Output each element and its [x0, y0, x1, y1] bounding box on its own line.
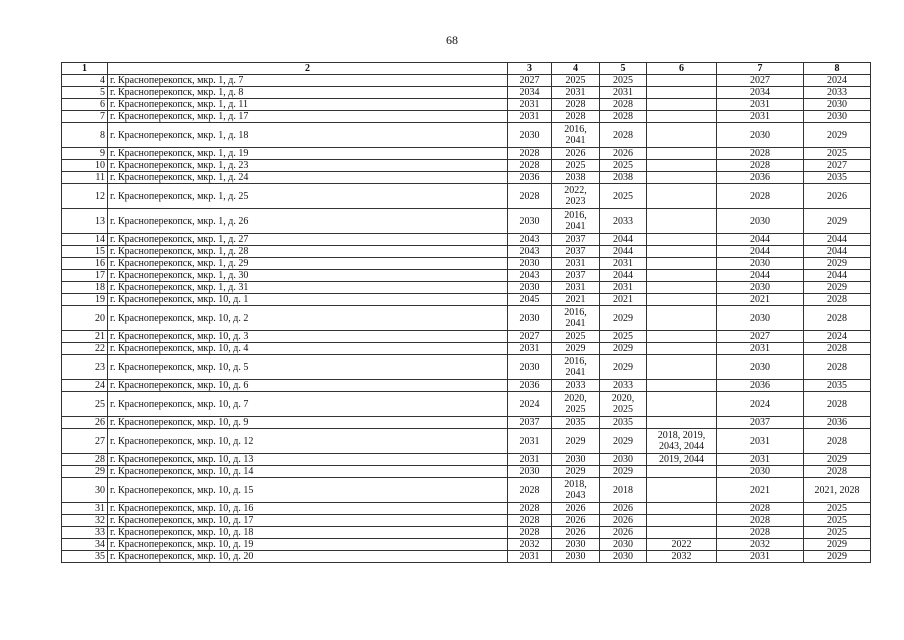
address-cell: г. Красноперекопск, мкр. 1, д. 30: [108, 270, 508, 282]
col6-cell: 2019, 2044: [647, 454, 717, 466]
col3-cell: 2030: [508, 258, 552, 270]
col5-cell: 2031: [600, 258, 647, 270]
row-number: 19: [62, 294, 108, 306]
table-row: [62, 527, 871, 539]
address-cell: г. Красноперекопск, мкр. 1, д. 24: [108, 172, 508, 184]
table-row: [62, 466, 871, 478]
col8-cell: 2024: [804, 75, 871, 87]
row-number: 13: [62, 209, 108, 234]
col6-cell: 2018, 2019, 2043, 2044: [647, 429, 717, 454]
col3-cell: 2030: [508, 209, 552, 234]
col5-cell: 2025: [600, 75, 647, 87]
address-cell: г. Красноперекопск, мкр. 10, д. 6: [108, 380, 508, 392]
col7-cell: 2028: [717, 184, 804, 209]
col4-cell: 2018, 2043: [552, 478, 600, 503]
col4-cell: 2028: [552, 111, 600, 123]
col6-cell: [647, 294, 717, 306]
col6-cell: [647, 503, 717, 515]
col8-cell: 2027: [804, 160, 871, 172]
col6-cell: [647, 466, 717, 478]
col4-cell: 2031: [552, 258, 600, 270]
col6-cell: 2032: [647, 551, 717, 563]
col7-cell: 2028: [717, 515, 804, 527]
col6-cell: [647, 515, 717, 527]
col4-cell: 2030: [552, 551, 600, 563]
col4-cell: 2029: [552, 466, 600, 478]
col4-cell: 2026: [552, 515, 600, 527]
col6-cell: [647, 160, 717, 172]
table-row: [62, 99, 871, 111]
col7-cell: 2031: [717, 551, 804, 563]
col3-cell: 2043: [508, 270, 552, 282]
col8-cell: 2025: [804, 148, 871, 160]
col5-cell: 2033: [600, 209, 647, 234]
col8-cell: 2028: [804, 355, 871, 380]
table-row: [62, 343, 871, 355]
col4-cell: 2021: [552, 294, 600, 306]
col8-cell: 2029: [804, 539, 871, 551]
col4-cell: 2025: [552, 331, 600, 343]
col4-cell: 2037: [552, 246, 600, 258]
table-row: [62, 331, 871, 343]
col5-cell: 2021: [600, 294, 647, 306]
col6-cell: [647, 331, 717, 343]
col6-cell: [647, 282, 717, 294]
row-number: 34: [62, 539, 108, 551]
table-row: [62, 282, 871, 294]
table-row: [62, 258, 871, 270]
col5-cell: 2029: [600, 466, 647, 478]
col3-cell: 2036: [508, 172, 552, 184]
row-number: 12: [62, 184, 108, 209]
address-cell: г. Красноперекопск, мкр. 1, д. 25: [108, 184, 508, 209]
col4-cell: 2026: [552, 527, 600, 539]
col6-cell: [647, 355, 717, 380]
col7-cell: 2036: [717, 172, 804, 184]
table-row: [62, 184, 871, 209]
row-number: 18: [62, 282, 108, 294]
table-row: [62, 246, 871, 258]
row-number: 31: [62, 503, 108, 515]
table-row: [62, 355, 871, 380]
table-row: [62, 209, 871, 234]
col8-cell: 2024: [804, 331, 871, 343]
row-number: 11: [62, 172, 108, 184]
address-cell: г. Красноперекопск, мкр. 1, д. 23: [108, 160, 508, 172]
col3-cell: 2031: [508, 551, 552, 563]
col7-cell: 2028: [717, 527, 804, 539]
col5-cell: 2030: [600, 454, 647, 466]
col7-cell: 2021: [717, 478, 804, 503]
col5-cell: 2020, 2025: [600, 392, 647, 417]
col5-cell: 2026: [600, 148, 647, 160]
col7-cell: 2027: [717, 331, 804, 343]
col3-cell: 2028: [508, 160, 552, 172]
row-number: 35: [62, 551, 108, 563]
col4-cell: 2016, 2041: [552, 355, 600, 380]
row-number: 27: [62, 429, 108, 454]
col7-cell: 2030: [717, 355, 804, 380]
col5-cell: 2033: [600, 380, 647, 392]
col5-cell: 2030: [600, 551, 647, 563]
col6-cell: [647, 478, 717, 503]
col3-cell: 2027: [508, 331, 552, 343]
col4-cell: 2020, 2025: [552, 392, 600, 417]
col3-cell: 2028: [508, 148, 552, 160]
col7-cell: 2021: [717, 294, 804, 306]
col5-cell: 2018: [600, 478, 647, 503]
col3-cell: 2031: [508, 429, 552, 454]
address-cell: г. Красноперекопск, мкр. 10, д. 1: [108, 294, 508, 306]
col8-cell: 2026: [804, 184, 871, 209]
col3-cell: 2028: [508, 503, 552, 515]
col3-cell: 2045: [508, 294, 552, 306]
col7-cell: 2030: [717, 282, 804, 294]
row-number: 14: [62, 234, 108, 246]
col5-cell: 2029: [600, 429, 647, 454]
col8-cell: 2021, 2028: [804, 478, 871, 503]
row-number: 25: [62, 392, 108, 417]
row-number: 24: [62, 380, 108, 392]
address-cell: г. Красноперекопск, мкр. 1, д. 26: [108, 209, 508, 234]
col8-cell: 2030: [804, 99, 871, 111]
col5-cell: 2029: [600, 343, 647, 355]
row-number: 26: [62, 417, 108, 429]
column-header: 6: [647, 63, 717, 75]
row-number: 33: [62, 527, 108, 539]
col4-cell: 2031: [552, 87, 600, 99]
address-cell: г. Красноперекопск, мкр. 10, д. 9: [108, 417, 508, 429]
col8-cell: 2028: [804, 429, 871, 454]
col7-cell: 2028: [717, 503, 804, 515]
table-row: [62, 75, 871, 87]
col3-cell: 2034: [508, 87, 552, 99]
col5-cell: 2026: [600, 503, 647, 515]
table-row: [62, 111, 871, 123]
col6-cell: [647, 380, 717, 392]
col4-cell: 2030: [552, 539, 600, 551]
col7-cell: 2030: [717, 258, 804, 270]
column-header: 1: [62, 63, 108, 75]
col6-cell: [647, 123, 717, 148]
table-row: [62, 270, 871, 282]
col5-cell: 2025: [600, 331, 647, 343]
col8-cell: 2044: [804, 270, 871, 282]
col4-cell: 2026: [552, 148, 600, 160]
col3-cell: 2030: [508, 355, 552, 380]
column-header: 3: [508, 63, 552, 75]
col5-cell: 2030: [600, 539, 647, 551]
col8-cell: 2030: [804, 111, 871, 123]
col5-cell: 2028: [600, 111, 647, 123]
col7-cell: 2024: [717, 392, 804, 417]
col8-cell: 2029: [804, 123, 871, 148]
col3-cell: 2031: [508, 454, 552, 466]
table-row: [62, 306, 871, 331]
col7-cell: 2028: [717, 148, 804, 160]
col7-cell: 2036: [717, 380, 804, 392]
col4-cell: 2029: [552, 343, 600, 355]
col6-cell: [647, 392, 717, 417]
col8-cell: 2036: [804, 417, 871, 429]
row-number: 28: [62, 454, 108, 466]
row-number: 8: [62, 123, 108, 148]
col3-cell: 2031: [508, 111, 552, 123]
row-number: 17: [62, 270, 108, 282]
column-header: 4: [552, 63, 600, 75]
col6-cell: [647, 258, 717, 270]
col6-cell: [647, 270, 717, 282]
data-table: [61, 62, 871, 563]
row-number: 30: [62, 478, 108, 503]
col7-cell: 2031: [717, 343, 804, 355]
col8-cell: 2025: [804, 515, 871, 527]
col6-cell: [647, 111, 717, 123]
address-cell: г. Красноперекопск, мкр. 10, д. 17: [108, 515, 508, 527]
address-cell: г. Красноперекопск, мкр. 1, д. 18: [108, 123, 508, 148]
address-cell: г. Красноперекопск, мкр. 1, д. 27: [108, 234, 508, 246]
col3-cell: 2043: [508, 246, 552, 258]
col7-cell: 2044: [717, 270, 804, 282]
table-row: [62, 478, 871, 503]
col5-cell: 2031: [600, 87, 647, 99]
col3-cell: 2028: [508, 527, 552, 539]
col7-cell: 2030: [717, 306, 804, 331]
col3-cell: 2024: [508, 392, 552, 417]
address-cell: г. Красноперекопск, мкр. 10, д. 14: [108, 466, 508, 478]
col7-cell: 2031: [717, 429, 804, 454]
address-cell: г. Красноперекопск, мкр. 1, д. 11: [108, 99, 508, 111]
table-row: [62, 172, 871, 184]
col4-cell: 2028: [552, 99, 600, 111]
col6-cell: [647, 527, 717, 539]
col3-cell: 2030: [508, 466, 552, 478]
address-cell: г. Красноперекопск, мкр. 10, д. 16: [108, 503, 508, 515]
row-number: 20: [62, 306, 108, 331]
page-number: 68: [446, 33, 458, 47]
col5-cell: 2025: [600, 184, 647, 209]
table-row: [62, 454, 871, 466]
col4-cell: 2038: [552, 172, 600, 184]
col4-cell: 2022, 2023: [552, 184, 600, 209]
col8-cell: 2025: [804, 527, 871, 539]
col3-cell: 2037: [508, 417, 552, 429]
col7-cell: 2044: [717, 246, 804, 258]
col3-cell: 2030: [508, 123, 552, 148]
table-row: [62, 380, 871, 392]
col5-cell: 2025: [600, 160, 647, 172]
col7-cell: 2032: [717, 539, 804, 551]
address-cell: г. Красноперекопск, мкр. 10, д. 20: [108, 551, 508, 563]
col5-cell: 2044: [600, 270, 647, 282]
col7-cell: 2044: [717, 234, 804, 246]
col8-cell: 2029: [804, 454, 871, 466]
col4-cell: 2026: [552, 503, 600, 515]
address-cell: г. Красноперекопск, мкр. 10, д. 19: [108, 539, 508, 551]
col3-cell: 2028: [508, 515, 552, 527]
address-cell: г. Красноперекопск, мкр. 10, д. 7: [108, 392, 508, 417]
col8-cell: 2029: [804, 209, 871, 234]
col5-cell: 2026: [600, 527, 647, 539]
col8-cell: 2028: [804, 466, 871, 478]
col8-cell: 2044: [804, 246, 871, 258]
column-header: 2: [108, 63, 508, 75]
address-cell: г. Красноперекопск, мкр. 1, д. 17: [108, 111, 508, 123]
col4-cell: 2029: [552, 429, 600, 454]
col7-cell: 2030: [717, 466, 804, 478]
row-number: 15: [62, 246, 108, 258]
col7-cell: 2027: [717, 75, 804, 87]
col7-cell: 2031: [717, 99, 804, 111]
col6-cell: [647, 343, 717, 355]
address-cell: г. Красноперекопск, мкр. 10, д. 3: [108, 331, 508, 343]
col6-cell: [647, 87, 717, 99]
col4-cell: 2037: [552, 270, 600, 282]
table-row: [62, 539, 871, 551]
address-cell: г. Красноперекопск, мкр. 1, д. 31: [108, 282, 508, 294]
col3-cell: 2028: [508, 184, 552, 209]
row-number: 22: [62, 343, 108, 355]
col6-cell: [647, 234, 717, 246]
col6-cell: [647, 306, 717, 331]
col5-cell: 2028: [600, 123, 647, 148]
table-row: [62, 515, 871, 527]
col8-cell: 2035: [804, 172, 871, 184]
col4-cell: 2016, 2041: [552, 306, 600, 331]
header-row: [62, 63, 871, 75]
col7-cell: 2037: [717, 417, 804, 429]
row-number: 29: [62, 466, 108, 478]
col6-cell: [647, 148, 717, 160]
col8-cell: 2044: [804, 234, 871, 246]
table-row: [62, 503, 871, 515]
address-cell: г. Красноперекопск, мкр. 10, д. 2: [108, 306, 508, 331]
table-row: [62, 87, 871, 99]
col7-cell: 2028: [717, 160, 804, 172]
col3-cell: 2027: [508, 75, 552, 87]
col3-cell: 2043: [508, 234, 552, 246]
row-number: 6: [62, 99, 108, 111]
table-row: [62, 392, 871, 417]
col4-cell: 2016, 2041: [552, 123, 600, 148]
row-number: 23: [62, 355, 108, 380]
col8-cell: 2028: [804, 343, 871, 355]
col5-cell: 2044: [600, 246, 647, 258]
row-number: 9: [62, 148, 108, 160]
col5-cell: 2026: [600, 515, 647, 527]
col7-cell: 2034: [717, 87, 804, 99]
address-cell: г. Красноперекопск, мкр. 10, д. 5: [108, 355, 508, 380]
col3-cell: 2031: [508, 99, 552, 111]
address-cell: г. Красноперекопск, мкр. 10, д. 12: [108, 429, 508, 454]
column-header: 8: [804, 63, 871, 75]
row-number: 16: [62, 258, 108, 270]
table-row: [62, 234, 871, 246]
col3-cell: 2032: [508, 539, 552, 551]
col5-cell: 2029: [600, 306, 647, 331]
table-row: [62, 294, 871, 306]
col6-cell: [647, 184, 717, 209]
col6-cell: [647, 246, 717, 258]
address-cell: г. Красноперекопск, мкр. 10, д. 13: [108, 454, 508, 466]
col7-cell: 2031: [717, 111, 804, 123]
row-number: 21: [62, 331, 108, 343]
column-header: 7: [717, 63, 804, 75]
row-number: 32: [62, 515, 108, 527]
address-cell: г. Красноперекопск, мкр. 1, д. 7: [108, 75, 508, 87]
col5-cell: 2031: [600, 282, 647, 294]
address-cell: г. Красноперекопск, мкр. 10, д. 18: [108, 527, 508, 539]
address-cell: г. Красноперекопск, мкр. 1, д. 29: [108, 258, 508, 270]
col6-cell: [647, 75, 717, 87]
col8-cell: 2025: [804, 503, 871, 515]
col3-cell: 2028: [508, 478, 552, 503]
column-header: 5: [600, 63, 647, 75]
table-row: [62, 148, 871, 160]
address-cell: г. Красноперекопск, мкр. 10, д. 15: [108, 478, 508, 503]
col3-cell: 2030: [508, 306, 552, 331]
col3-cell: 2036: [508, 380, 552, 392]
table-row: [62, 417, 871, 429]
col3-cell: 2030: [508, 282, 552, 294]
col6-cell: [647, 172, 717, 184]
table-row: [62, 551, 871, 563]
col4-cell: 2025: [552, 75, 600, 87]
col6-cell: [647, 417, 717, 429]
address-cell: г. Красноперекопск, мкр. 10, д. 4: [108, 343, 508, 355]
table-row: [62, 123, 871, 148]
address-cell: г. Красноперекопск, мкр. 1, д. 19: [108, 148, 508, 160]
row-number: 5: [62, 87, 108, 99]
col4-cell: 2033: [552, 380, 600, 392]
col4-cell: 2016, 2041: [552, 209, 600, 234]
address-cell: г. Красноперекопск, мкр. 1, д. 8: [108, 87, 508, 99]
col4-cell: 2037: [552, 234, 600, 246]
table-row: [62, 160, 871, 172]
row-number: 4: [62, 75, 108, 87]
col8-cell: 2028: [804, 294, 871, 306]
col5-cell: 2035: [600, 417, 647, 429]
col7-cell: 2031: [717, 454, 804, 466]
col3-cell: 2031: [508, 343, 552, 355]
table-row: [62, 429, 871, 454]
address-cell: г. Красноперекопск, мкр. 1, д. 28: [108, 246, 508, 258]
col4-cell: 2030: [552, 454, 600, 466]
col5-cell: 2044: [600, 234, 647, 246]
col5-cell: 2038: [600, 172, 647, 184]
col4-cell: 2025: [552, 160, 600, 172]
col7-cell: 2030: [717, 123, 804, 148]
col8-cell: 2028: [804, 392, 871, 417]
col8-cell: 2035: [804, 380, 871, 392]
col8-cell: 2029: [804, 282, 871, 294]
col8-cell: 2028: [804, 306, 871, 331]
col8-cell: 2029: [804, 551, 871, 563]
col5-cell: 2029: [600, 355, 647, 380]
row-number: 10: [62, 160, 108, 172]
col8-cell: 2033: [804, 87, 871, 99]
col6-cell: [647, 99, 717, 111]
row-number: 7: [62, 111, 108, 123]
col6-cell: [647, 209, 717, 234]
col7-cell: 2030: [717, 209, 804, 234]
col6-cell: 2022: [647, 539, 717, 551]
col8-cell: 2029: [804, 258, 871, 270]
col5-cell: 2028: [600, 99, 647, 111]
col4-cell: 2031: [552, 282, 600, 294]
col4-cell: 2035: [552, 417, 600, 429]
